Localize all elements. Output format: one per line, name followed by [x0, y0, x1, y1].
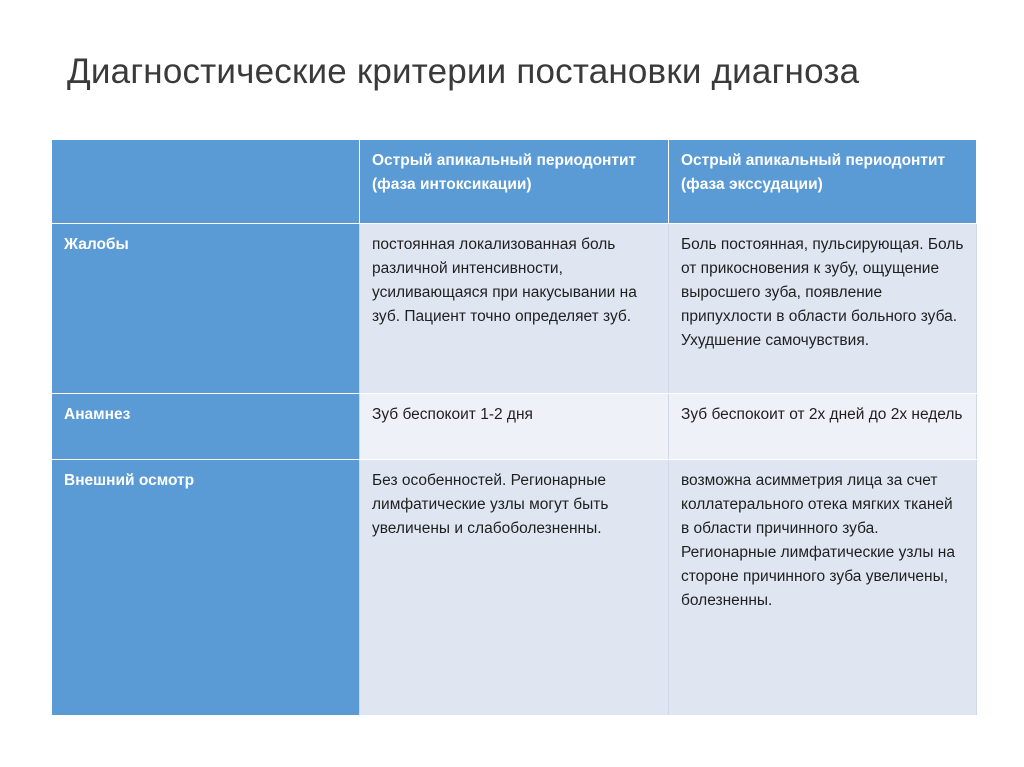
header-text-exudation: Острый апикальный периодонтит (фаза экссудации) [681, 152, 946, 193]
cell-anamnesis-exudation [669, 394, 977, 460]
header-cell-intoxication-phase [360, 140, 669, 224]
cell-text: постоянная локализованная боль различной интенсивности, усиливающаяся при накусывании на зуб. Пациент точно определяет зуб. [372, 236, 637, 325]
cell-external-exam-exudation [669, 460, 977, 716]
cell-text: Боль постоянная, пульсирующая. Боль от прикосновения к зубу, ощущение выросшего зуба, появление припухлости в области больного зуба. Ухудшение самочувствия. [681, 236, 964, 349]
row-label-external-exam: Внешний осмотр [52, 460, 360, 716]
cell-anamnesis-intoxication [360, 394, 669, 460]
header-cell-empty [52, 140, 360, 224]
row-label-anamnesis: Анамнез [52, 394, 360, 460]
cell-external-exam-intoxication [360, 460, 669, 716]
cell-text: Зуб беспокоит от 2х дней до 2х недель [681, 406, 963, 423]
header-cell-exudation-phase [669, 140, 977, 224]
table-row-external-exam [52, 460, 977, 716]
cell-text: возможна асимметрия лица за счет коллатерального отека мягких тканей в области причинного зуба. Регионарные лимфатические узлы на стороне причинного зуба увеличены, болезненны. [681, 472, 955, 609]
cell-text: Зуб беспокоит 1-2 дня [372, 406, 533, 423]
criteria-table [51, 139, 977, 716]
cell-complaints-intoxication [360, 224, 669, 394]
table-header-row [52, 140, 977, 224]
table-row-complaints [52, 224, 977, 394]
cell-complaints-exudation [669, 224, 977, 394]
row-label-complaints: Жалобы [52, 224, 360, 394]
cell-text: Без особенностей. Регионарные лимфатические узлы могут быть увеличены и слабоболезненны. [372, 472, 609, 537]
slide-title: Диагностические критерии постановки диагноза [67, 52, 860, 91]
header-text-intoxication: Острый апикальный периодонтит (фаза интоксикации) [372, 152, 637, 193]
table-row-anamnesis [52, 394, 977, 460]
